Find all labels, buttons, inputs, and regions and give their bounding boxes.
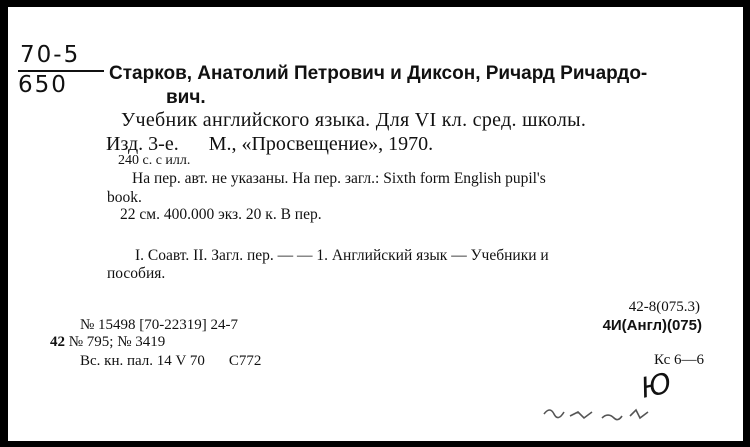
imprint: М., «Просвещение», 1970. bbox=[208, 133, 434, 155]
record-numbers: № 795; № 3419 bbox=[68, 334, 166, 350]
tracing-line-1: I. Соавт. II. Загл. пер. — — 1. Английский язык — Учебники и bbox=[135, 247, 549, 264]
copies-count: Кс 6—6 bbox=[653, 352, 704, 368]
edition: Изд. 3-е. bbox=[106, 133, 179, 155]
classification-code-1: 42-8(075.3) bbox=[628, 299, 700, 315]
handwritten-scribble bbox=[540, 400, 660, 430]
chamber-code: С772 bbox=[228, 353, 262, 369]
physical-description: 22 см. 400.000 экз. 20 к. В пер. bbox=[120, 206, 322, 223]
chamber-record-line bbox=[80, 354, 261, 369]
classification-code-2: 4И(Англ)(075) bbox=[602, 317, 702, 334]
record-prefix: 42 bbox=[50, 334, 65, 350]
card-border-right bbox=[743, 0, 750, 447]
shelfmark-top: 70-5 bbox=[20, 42, 81, 68]
record-number-line: № 15498 [70-22319] 24-7 bbox=[80, 317, 239, 333]
edition-imprint bbox=[106, 134, 433, 154]
chamber-record: Вс. кн. пал. 14 V 70 bbox=[80, 353, 205, 369]
shelfmark-bottom: 650 bbox=[18, 72, 68, 98]
handwritten-initial: Ю bbox=[637, 366, 675, 405]
card-border-top bbox=[0, 0, 750, 7]
card-border-left bbox=[0, 0, 8, 447]
record-number-line-2 bbox=[50, 335, 165, 350]
book-title: Учебник английского языка. Для VI кл. сред. школы. bbox=[121, 109, 587, 131]
note-line-1: На пер. авт. не указаны. На пер. загл.: Sixth form English pupil's bbox=[132, 170, 546, 187]
author-heading-continuation: вич. bbox=[166, 87, 206, 108]
note-line-2: book. bbox=[107, 189, 142, 206]
pagination: 240 с. с илл. bbox=[118, 153, 191, 168]
author-heading: Старков, Анатолий Петрович и Диксон, Ричард Ричардо- bbox=[109, 63, 648, 84]
card-border-bottom bbox=[0, 441, 750, 447]
tracing-line-2: пособия. bbox=[107, 265, 166, 282]
